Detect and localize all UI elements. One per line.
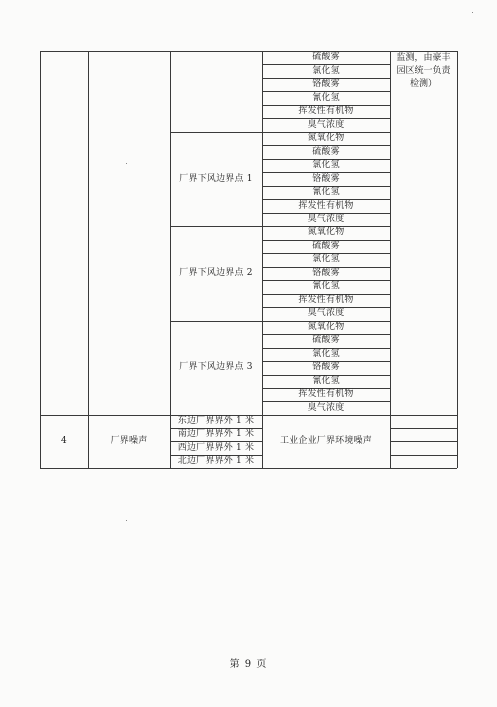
noise-point-cell: 南边厂界界外 1 米 [177, 429, 255, 440]
table-left-border [40, 51, 41, 468]
monitoring-point-label: 厂界下风边界点 3 [179, 362, 253, 373]
pollutant-cell: 氰化氢 [312, 375, 340, 386]
pollutant-cell: 铬酸雾 [312, 173, 340, 184]
pollutant-cell: 挥发性有机物 [298, 294, 354, 305]
pollutant-cell: 氯化氢 [312, 254, 340, 265]
pollutant-cell: 臭气浓度 [307, 119, 345, 130]
table-right-border [457, 51, 458, 468]
category-cell: 厂界噪声 [110, 435, 148, 446]
column-rule [88, 51, 89, 468]
pollutant-cell: 硫酸雾 [312, 335, 340, 346]
pollutant-cell: 氯化氢 [312, 348, 340, 359]
noise-point-cell: 北边厂界界外 1 米 [177, 455, 255, 466]
monitoring-point-label: 厂界下风边界点 2 [179, 267, 253, 278]
pollutant-cell: 铬酸雾 [312, 79, 340, 90]
pollutant-cell: 氮氧化物 [307, 227, 345, 238]
pollutant-cell: 氯化氢 [312, 65, 340, 76]
scan-speck [126, 163, 127, 164]
monitoring-point-label: 厂界下风边界点 1 [179, 173, 253, 184]
pollutant-cell: 氯化氢 [312, 160, 340, 171]
pollutant-cell: 氰化氢 [312, 92, 340, 103]
noise-point-cell: 东边厂界界外 1 米 [177, 416, 255, 427]
pollutant-cell: 臭气浓度 [307, 402, 345, 413]
pollutant-cell: 臭气浓度 [307, 213, 345, 224]
pollutant-cell: 氰化氢 [312, 187, 340, 198]
row-rule [390, 428, 457, 429]
pollutant-cell: 氰化氢 [312, 281, 340, 292]
row-index: 4 [61, 435, 67, 446]
scan-speck [126, 520, 127, 521]
pollutant-cell: 氮氧化物 [307, 133, 345, 144]
pollutant-cell: 铬酸雾 [312, 362, 340, 373]
noise-point-cell: 西边厂界界外 1 米 [177, 442, 255, 453]
page-number: 第 9 页 [229, 659, 268, 670]
remark-cell: 监测，由豪丰园区统一负责检测） [396, 53, 451, 89]
pollutant-cell: 硫酸雾 [312, 146, 340, 157]
column-rule [390, 51, 391, 468]
row-rule [390, 441, 457, 442]
pollutant-cell: 硫酸雾 [312, 240, 340, 251]
pollutant-cell: 挥发性有机物 [298, 200, 354, 211]
pollutant-cell: 氮氧化物 [307, 321, 345, 332]
pollutant-cell: 铬酸雾 [312, 267, 340, 278]
pollutant-cell: 硫酸雾 [312, 52, 340, 63]
scan-speck [472, 12, 473, 13]
pollutant-cell: 挥发性有机物 [298, 106, 354, 117]
pollutant-cell: 挥发性有机物 [298, 389, 354, 400]
row-rule [390, 455, 457, 456]
standard-cell: 工业企业厂界环境噪声 [279, 435, 372, 446]
pollutant-cell: 臭气浓度 [307, 308, 345, 319]
table-bottom-border [40, 468, 457, 469]
